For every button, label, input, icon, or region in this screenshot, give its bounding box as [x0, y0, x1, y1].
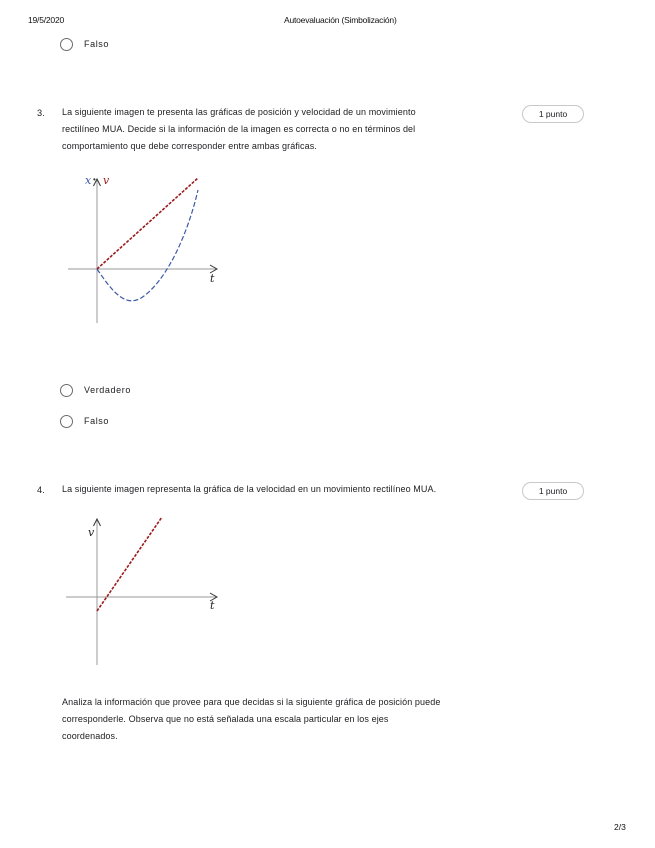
axis-label-t: t: [210, 272, 215, 285]
q4-analysis-line: coordenados.: [62, 731, 118, 741]
q3-question-text: [62, 104, 416, 155]
page-number: 2/3: [614, 822, 626, 832]
q3-text-line: rectilíneo MUA. Decide si la información de la imagen es correcta o no en términos del: [62, 124, 416, 134]
axis-label-separator: •: [93, 175, 96, 184]
velocity-line: [97, 178, 198, 269]
option-label: Falso: [84, 416, 110, 426]
axis-label-v: v: [103, 174, 110, 187]
q3-text-line: La siguiente imagen te presenta las gráficas de posición y velocidad de un movimiento: [62, 107, 416, 117]
q4-number: 4.: [37, 485, 45, 495]
q4-points-badge: 1 punto: [522, 482, 584, 500]
q3-text-line: comportamiento que debe corresponder entre ambas gráficas.: [62, 141, 317, 151]
axis-label-t: t: [210, 599, 215, 612]
axis-label-v: v: [88, 526, 95, 539]
q4-question-text: La siguiente imagen representa la gráfica de la velocidad en un movimiento rectilíneo MUA.: [62, 484, 437, 494]
q4-analysis-line: corresponderle. Observa que no está señalada una escala particular en los ejes: [62, 714, 389, 724]
q3-option-verdadero[interactable]: [60, 381, 131, 399]
q4-analysis-line: Analiza la información que provee para que decidas si la siguiente gráfica de posición puede: [62, 697, 441, 707]
position-curve: [97, 190, 198, 301]
axis-label-x: x: [85, 174, 92, 187]
q4-analysis-text: [62, 694, 440, 745]
q4-velocity-graph: [60, 510, 230, 670]
q3-number: 3.: [37, 108, 45, 118]
q3-points-badge: 1 punto: [522, 105, 584, 123]
print-date: 19/5/2020: [28, 15, 65, 25]
option-label: Falso: [84, 39, 110, 49]
radio-button[interactable]: [60, 384, 73, 397]
radio-button[interactable]: [60, 38, 73, 51]
print-title: Autoevaluación (Simbolización): [284, 15, 397, 25]
q3-position-velocity-graph: [60, 168, 230, 328]
q3-option-falso[interactable]: [60, 412, 109, 430]
q2-option-falso[interactable]: [60, 35, 109, 53]
radio-button[interactable]: [60, 415, 73, 428]
option-label: Verdadero: [84, 385, 131, 395]
